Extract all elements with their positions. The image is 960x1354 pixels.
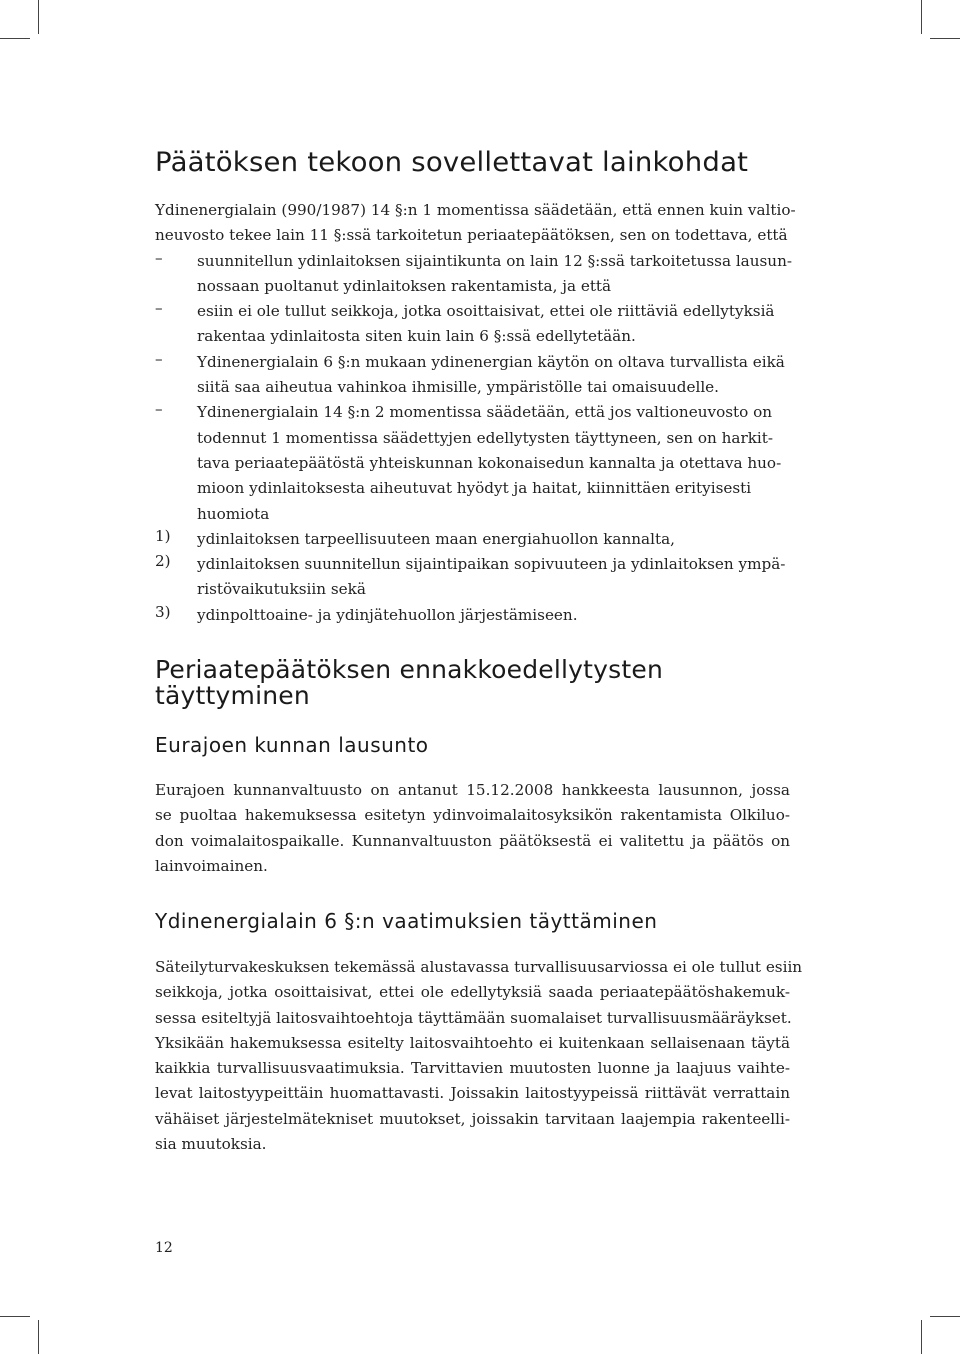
numbered-item <box>155 527 790 552</box>
subheading-municipal-statement: Eurajoen kunnan lausunto <box>155 733 429 757</box>
intro-line: Ydinenergialain (990/1987) 14 §:n 1 momentissa säädetään, että ennen kuin valtio- <box>155 201 796 219</box>
list-item-line: nossaan puoltanut ydinlaitoksen rakentamista, ja että <box>197 276 612 295</box>
heading-line: Periaatepäätöksen ennakkoedellytysten <box>155 655 664 684</box>
crop-mark-top-left-h <box>0 38 30 39</box>
page-number: 12 <box>155 1240 173 1256</box>
list-item-line: rakentaa ydinlaitosta siten kuin lain 6 §:ssä edellytetään. <box>197 327 636 346</box>
list-marker: 2) <box>155 552 171 571</box>
list-item-line: todennut 1 momentissa säädettyjen edellytysten täyttyneen, sen on harkit- <box>197 428 773 447</box>
numbered-item <box>155 552 790 603</box>
list-marker: – <box>155 349 163 368</box>
paragraph-line: seikkoja, jotka osoittaisivat, ettei ole edellytyksiä saada periaatepäätöshakemuk- <box>155 983 790 1002</box>
list-item-line: Ydinenergialain 14 §:n 2 momentissa säädetään, että jos valtioneuvosto on <box>197 403 773 422</box>
paragraph-line: vähäiset järjestelmätekniset muutokset, joissakin tarvitaan laajempia rakenteelli- <box>155 1109 790 1128</box>
list-item-line: siitä saa aiheutua vahinkoa ihmisille, ympäristölle tai omaisuudelle. <box>197 378 719 397</box>
paragraph-line: don voimalaitospaikalle. Kunnanvaltuuston päätöksestä ei valitettu ja päätös on <box>155 831 790 850</box>
crop-mark-bottom-left-h <box>0 1316 30 1317</box>
crop-mark-bottom-left <box>38 1320 39 1354</box>
section-heading-prerequisites <box>155 657 663 709</box>
list-marker: 3) <box>155 602 171 621</box>
list-item <box>155 350 790 401</box>
section-heading-legal-provisions: Päätöksen tekoon sovellettavat lainkohdat <box>155 147 749 178</box>
crop-mark-bottom-right-h <box>930 1316 960 1317</box>
paragraph-line: levat laitostyypeittäin huomattavasti. Joissakin laitostyypeissä riittävät verrattain <box>155 1084 790 1103</box>
list-item-line: ydinlaitoksen tarpeellisuuteen maan energiahuollon kannalta, <box>197 529 675 548</box>
list-item-line: suunnitellun ydinlaitoksen sijaintikunta on lain 12 §:ssä tarkoitetussa lausun- <box>197 251 793 270</box>
paragraph-line: Yksikään hakemuksessa esitelty laitosvaihtoehto ei kuitenkaan sellaisenaan täytä <box>155 1033 790 1052</box>
paragraph-safety-assessment <box>155 955 803 1157</box>
paragraph-municipal-statement <box>155 778 790 879</box>
list-item <box>155 299 790 350</box>
paragraph-line: lainvoimainen. <box>155 856 268 875</box>
list-item <box>155 248 793 300</box>
crop-mark-bottom-right <box>921 1320 922 1354</box>
paragraph-line: Eurajoen kunnanvaltuusto on antanut 15.12.2008 hankkeesta lausunnon, jossa <box>155 781 790 799</box>
list-item-line: ristövaikutuksiin sekä <box>197 580 366 599</box>
heading-line: täyttyminen <box>155 681 310 710</box>
section-body-legal-provisions <box>155 198 796 628</box>
list-item-line: mioon ydinlaitoksesta aiheutuvat hyödyt ja haitat, kiinnittäen erityisesti <box>197 479 752 498</box>
paragraph-line: sessa esiteltyjä laitosvaihtoehtoja täyttämään suomalaiset turvallisuusmääräykset. <box>155 1008 792 1027</box>
crop-mark-top-left <box>38 0 39 34</box>
list-marker: – <box>155 248 163 267</box>
list-item-line: huomiota <box>197 504 270 523</box>
paragraph-line: se puoltaa hakemuksessa esitetyn ydinvoimalaitosyksikön rakentamista Olkiluo- <box>155 806 790 825</box>
crop-mark-top-right-h <box>930 38 960 39</box>
paragraph-line: sia muutoksia. <box>155 1135 267 1154</box>
paragraph-line: kaikkia turvallisuusvaatimuksia. Tarvittavien muutosten luonne ja laajuus vaihte- <box>155 1059 790 1078</box>
list-item-line: ydinpolttoaine- ja ydinjätehuollon järjestämiseen. <box>197 605 578 624</box>
crop-mark-top-right <box>921 0 922 34</box>
list-item-line: Ydinenergialain 6 §:n mukaan ydinenergian käytön on oltava turvallista eikä <box>197 352 785 371</box>
list-marker: – <box>155 299 163 318</box>
numbered-item <box>155 603 790 628</box>
paragraph-line: Säteilyturvakeskuksen tekemässä alustavassa turvallisuusarviossa ei ole tullut esiin <box>155 958 803 976</box>
list-marker: – <box>155 400 163 419</box>
list-marker: 1) <box>155 526 171 545</box>
list-item-line: ydinlaitoksen suunnitellun sijaintipaikan sopivuuteen ja ydinlaitoksen ympä- <box>197 555 786 574</box>
intro-line: neuvosto tekee lain 11 §:ssä tarkoitetun periaatepäätöksen, sen on todettava, että <box>155 226 788 245</box>
list-item <box>155 400 790 526</box>
list-item-line: tava periaatepäätöstä yhteiskunnan kokonaisedun kannalta ja otettava huo- <box>197 453 782 472</box>
list-item-line: esiin ei ole tullut seikkoja, jotka osoittaisivat, ettei ole riittäviä edellytyksiä <box>197 302 775 321</box>
subheading-section-6-requirements: Ydinenergialain 6 §:n vaatimuksien täyttäminen <box>155 909 658 933</box>
